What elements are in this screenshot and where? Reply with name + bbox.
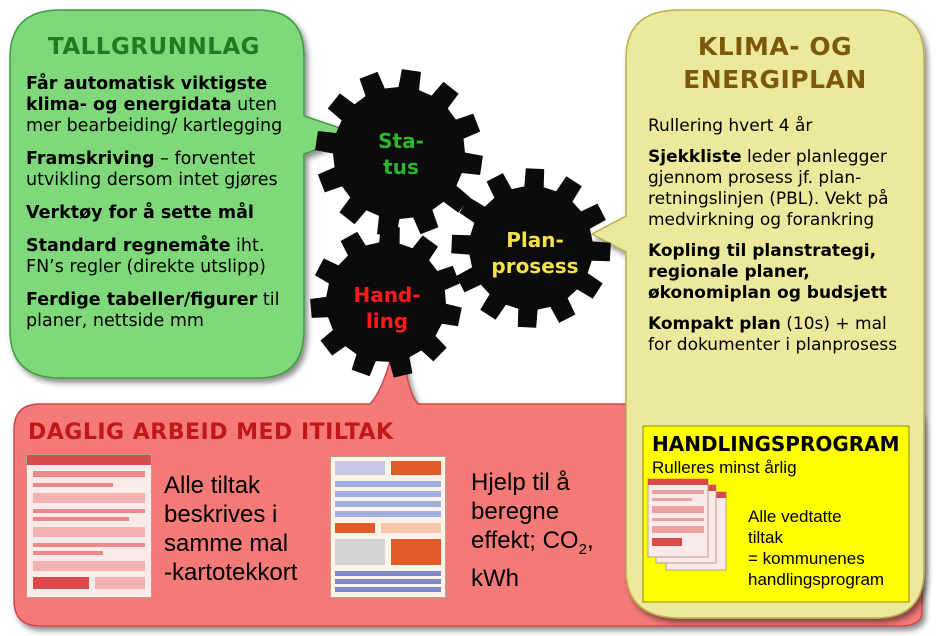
beregning-thumbnail bbox=[330, 456, 446, 598]
beregning-line: kWh bbox=[471, 564, 519, 592]
daglig-title: DAGLIG ARBEID MED ITILTAK bbox=[28, 420, 394, 445]
planprosess-gear-label bbox=[480, 227, 590, 279]
klimaplan-item: Rullering hvert 4 år bbox=[648, 116, 813, 136]
status-label-line1: Sta- bbox=[378, 129, 424, 153]
tiltak-mal-line: beskrives i bbox=[164, 501, 278, 528]
handlingsprogram-line: tiltak bbox=[748, 528, 783, 547]
planprosess-label-line2: prosess bbox=[491, 254, 579, 278]
status-gear-label bbox=[356, 128, 446, 180]
handlingsprogram-text bbox=[748, 506, 884, 590]
tallgrunnlag-list bbox=[26, 74, 294, 344]
tallgrunnlag-item: Får automatisk viktigste klima- og energidata uten mer bearbeiding/ kartlegging bbox=[26, 74, 283, 136]
handlingsprogram-stack-thumbnail bbox=[646, 478, 732, 574]
status-label-line2: tus bbox=[383, 155, 419, 179]
handling-label-line1: Hand- bbox=[353, 283, 421, 307]
tallgrunnlag-item: Ferdige tabeller/figurer til planer, nettside mm bbox=[26, 290, 280, 331]
beregning-effect-line: effekt; $CO_2$, bbox=[471, 527, 594, 558]
klimaplan-item: Kopling til planstrategi, regionale planer, økonomiplan og budsjett bbox=[648, 241, 887, 303]
klimaplan-item: Kompakt plan (10s) + mal for dokumenter i planprosess bbox=[648, 314, 898, 355]
klimaplan-list bbox=[648, 116, 912, 366]
tallgrunnlag-item: Framskriving – forventet utvikling dersom intet gjøres bbox=[26, 149, 278, 190]
handlingsprogram-line: Alle vedtatte bbox=[748, 507, 842, 526]
tallgrunnlag-item: Standard regnemåte iht. FN’s regler (direkte utslipp) bbox=[26, 236, 267, 277]
klimaplan-title bbox=[650, 30, 900, 96]
tiltak-mal-text bbox=[164, 471, 297, 587]
tiltak-mal-line: samme mal bbox=[164, 530, 289, 557]
tallgrunnlag-title: TALLGRUNNLAG bbox=[47, 34, 261, 60]
planprosess-label-line1: Plan- bbox=[506, 228, 564, 252]
handlingsprogram-line: = kommunenes bbox=[748, 549, 865, 568]
handlingsprogram-title: HANDLINGSPROGRAM bbox=[652, 432, 900, 456]
tiltak-mal-line: -kartotekkort bbox=[164, 559, 298, 586]
tallgrunnlag-item: Verktøy for å sette mål bbox=[26, 203, 254, 223]
beregning-text bbox=[471, 468, 594, 593]
klimaplan-title-line1: KLIMA- OG bbox=[697, 32, 853, 61]
handling-gear-label bbox=[342, 282, 432, 334]
handling-label-line2: ling bbox=[365, 309, 409, 333]
handlingsprogram-subtitle: Rulleres minst årlig bbox=[652, 458, 797, 477]
handlingsprogram-line: handlingsprogram bbox=[748, 570, 885, 589]
klimaplan-item: Sjekkliste leder planlegger gjennom prosess jf. plan-retningslinjen (PBL). Vekt på medvirkning og forankring bbox=[648, 147, 889, 230]
tiltak-mal-line: Alle tiltak bbox=[164, 472, 261, 499]
beregning-line: beregne bbox=[471, 498, 560, 525]
kartotekkort-thumbnail bbox=[26, 454, 152, 598]
beregning-line: Hjelp til å bbox=[471, 469, 570, 496]
klimaplan-title-line2: ENERGIPLAN bbox=[683, 65, 867, 94]
